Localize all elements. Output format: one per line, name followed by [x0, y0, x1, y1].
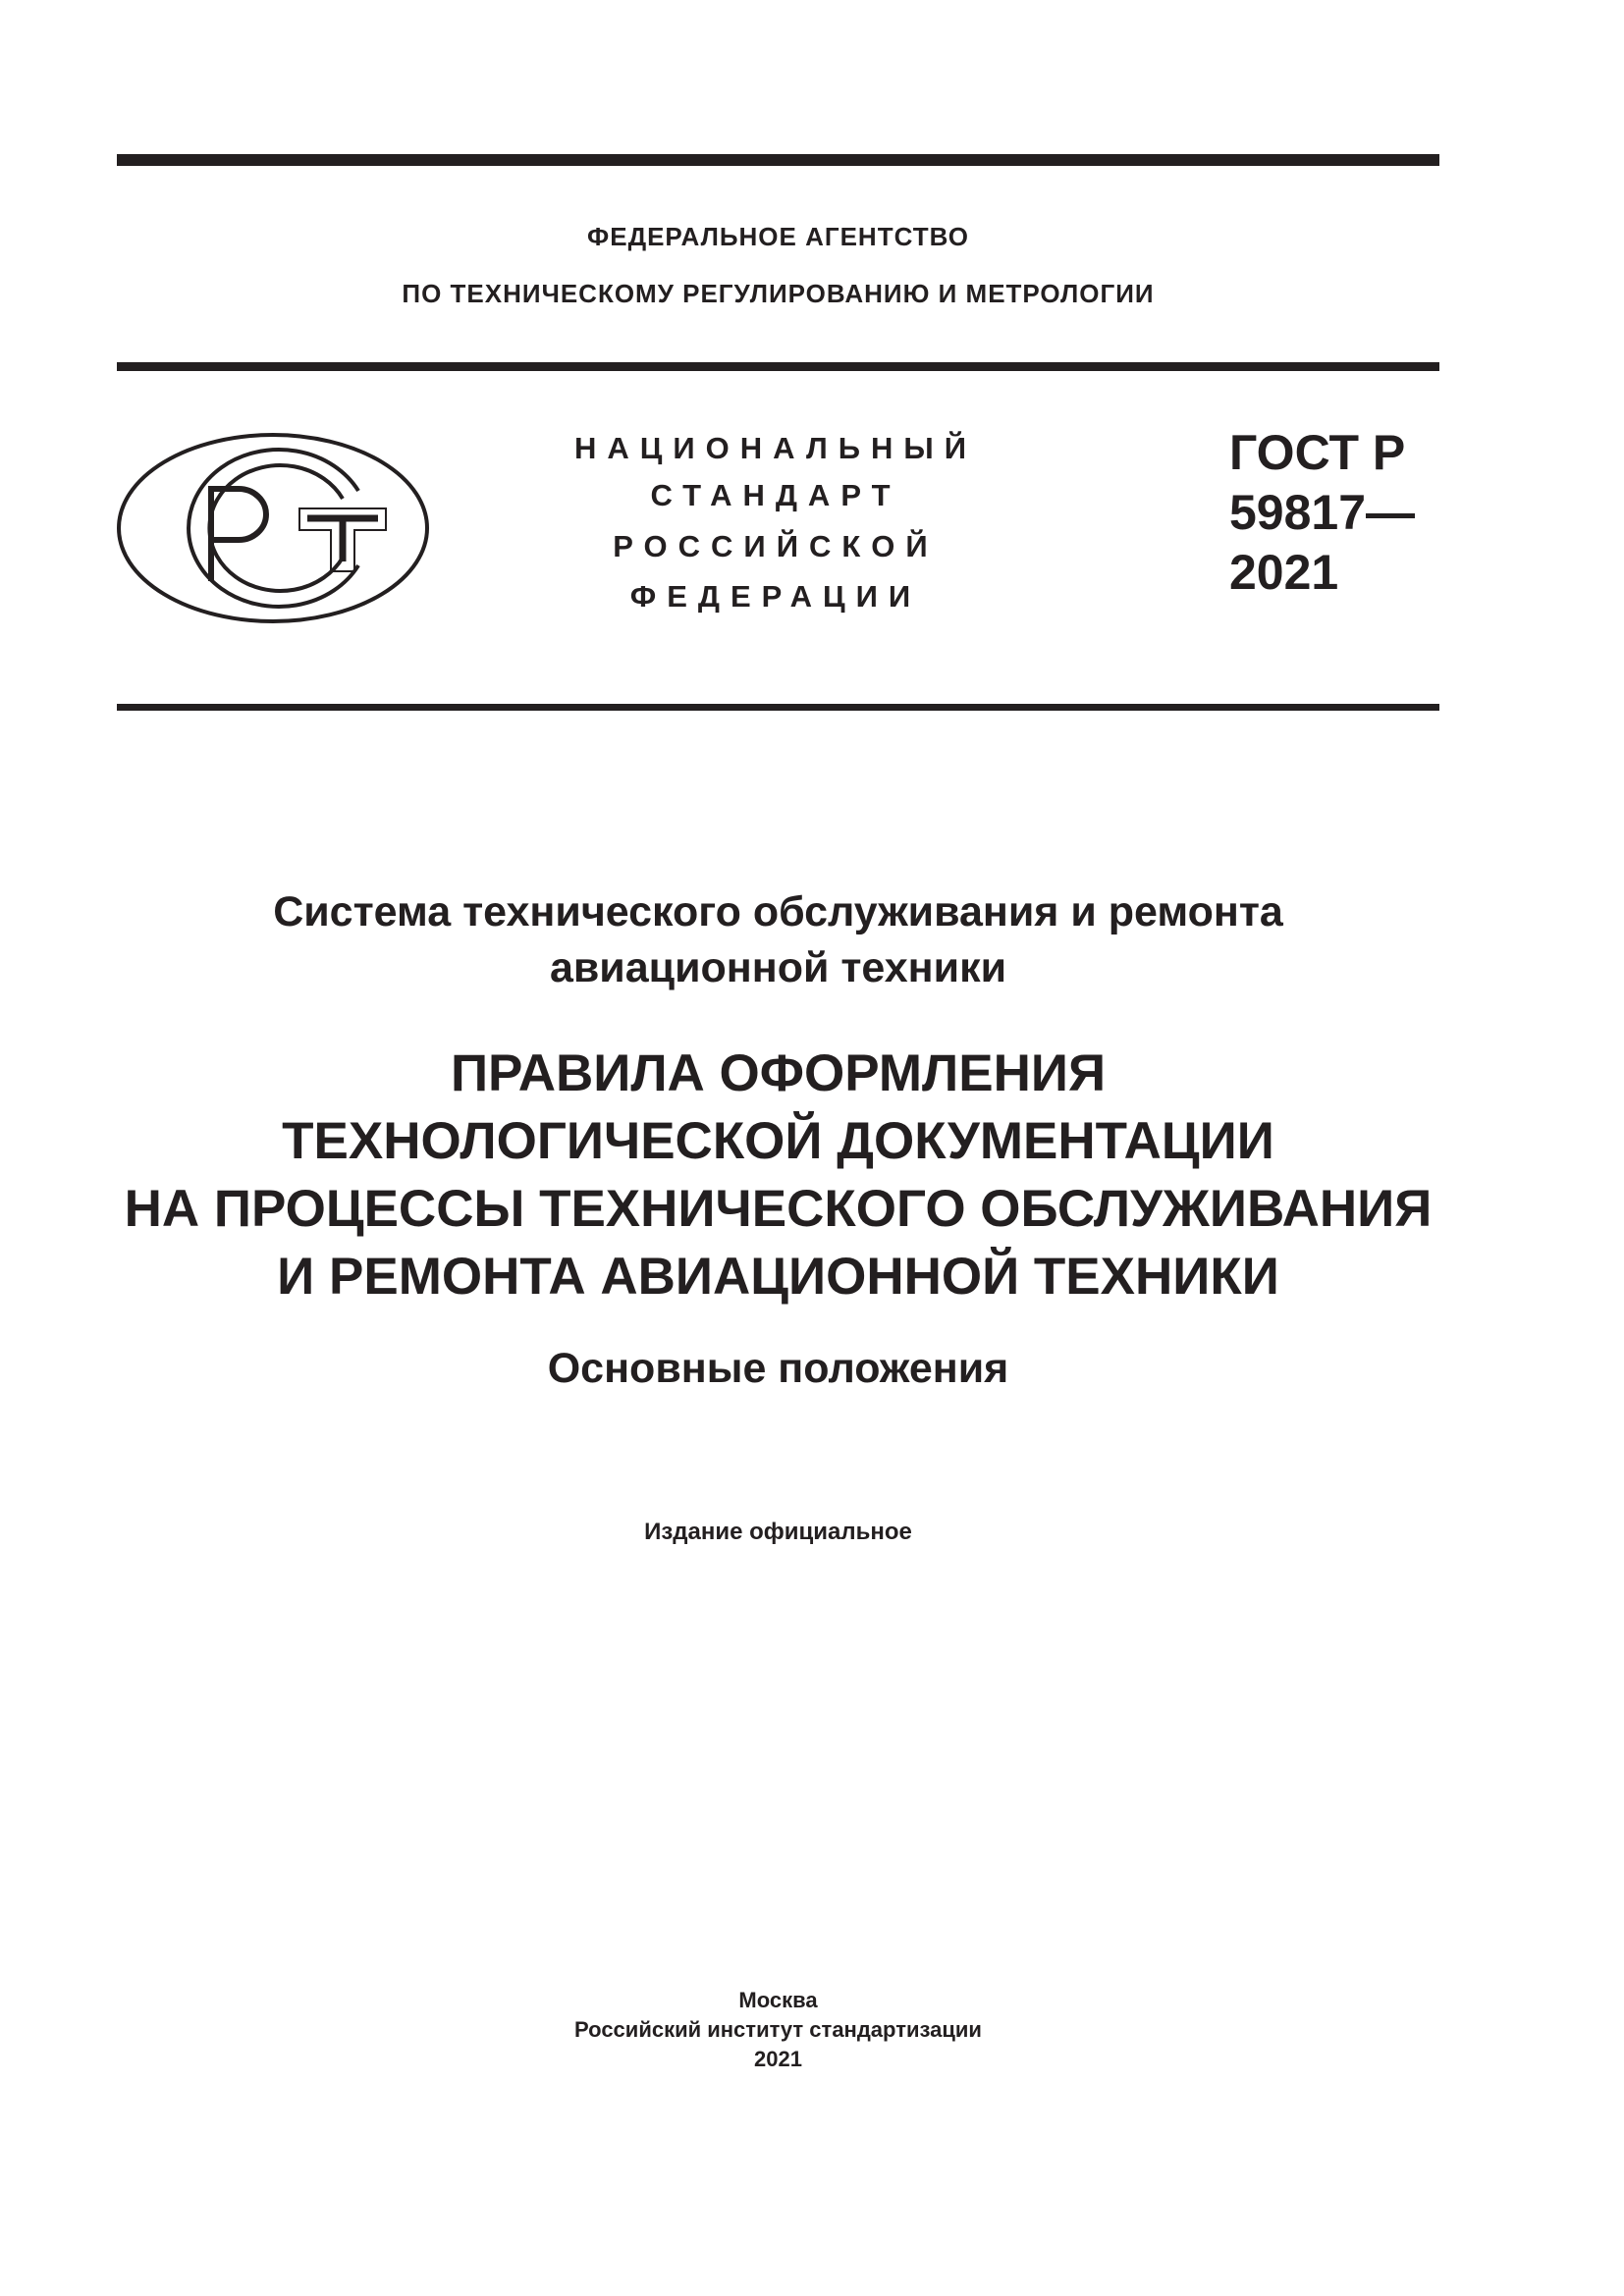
national-standard-line-1: НАЦИОНАЛЬНЫЙ: [573, 431, 978, 465]
edition-label: Издание официальное: [644, 1519, 912, 1545]
imprint-city: Москва: [738, 1988, 818, 2012]
standard-designation: [1229, 423, 1415, 603]
series-title-line-2: авиационной техники: [549, 944, 1007, 991]
main-title-line-4: И РЕМОНТА АВИАЦИОННОЙ ТЕХНИКИ: [277, 1248, 1279, 1306]
main-title-line-1: ПРАВИЛА ОФОРМЛЕНИЯ: [450, 1044, 1107, 1102]
main-title: [0, 1040, 1556, 1310]
series-title: [0, 884, 1556, 996]
imprint-year: 2021: [754, 2047, 802, 2071]
imprint-publisher: Российский институт стандартизации: [574, 2017, 982, 2042]
national-standard-line-4: ФЕДЕРАЦИИ: [629, 579, 922, 614]
agency-name-line-1: ФЕДЕРАЛЬНОЕ АГЕНТСТВО: [587, 222, 969, 251]
subtitle: Основные положения: [547, 1345, 1009, 1392]
middle-rule: [117, 362, 1439, 371]
lower-rule: [117, 704, 1439, 711]
designation-line-1: ГОСТ Р: [1229, 425, 1406, 480]
series-title-line-1: Система технического обслуживания и ремонта: [273, 888, 1283, 935]
national-standard-line-3: РОССИЙСКОЙ: [613, 529, 939, 563]
main-title-line-3: НА ПРОЦЕССЫ ТЕХНИЧЕСКОГО ОБСЛУЖИВАНИЯ: [124, 1180, 1433, 1238]
agency-name-line-2: ПО ТЕХНИЧЕСКОМУ РЕГУЛИРОВАНИЮ И МЕТРОЛОГИИ: [402, 279, 1155, 308]
imprint: [0, 1986, 1556, 2074]
top-rule: [117, 154, 1439, 166]
designation-line-3: 2021: [1229, 545, 1339, 600]
national-standard-line-2: СТАНДАРТ: [650, 478, 901, 512]
main-title-line-2: ТЕХНОЛОГИЧЕСКОЙ ДОКУМЕНТАЦИИ: [282, 1112, 1274, 1170]
designation-line-2: 59817—: [1229, 485, 1416, 540]
rst-logo-icon: [115, 432, 431, 625]
